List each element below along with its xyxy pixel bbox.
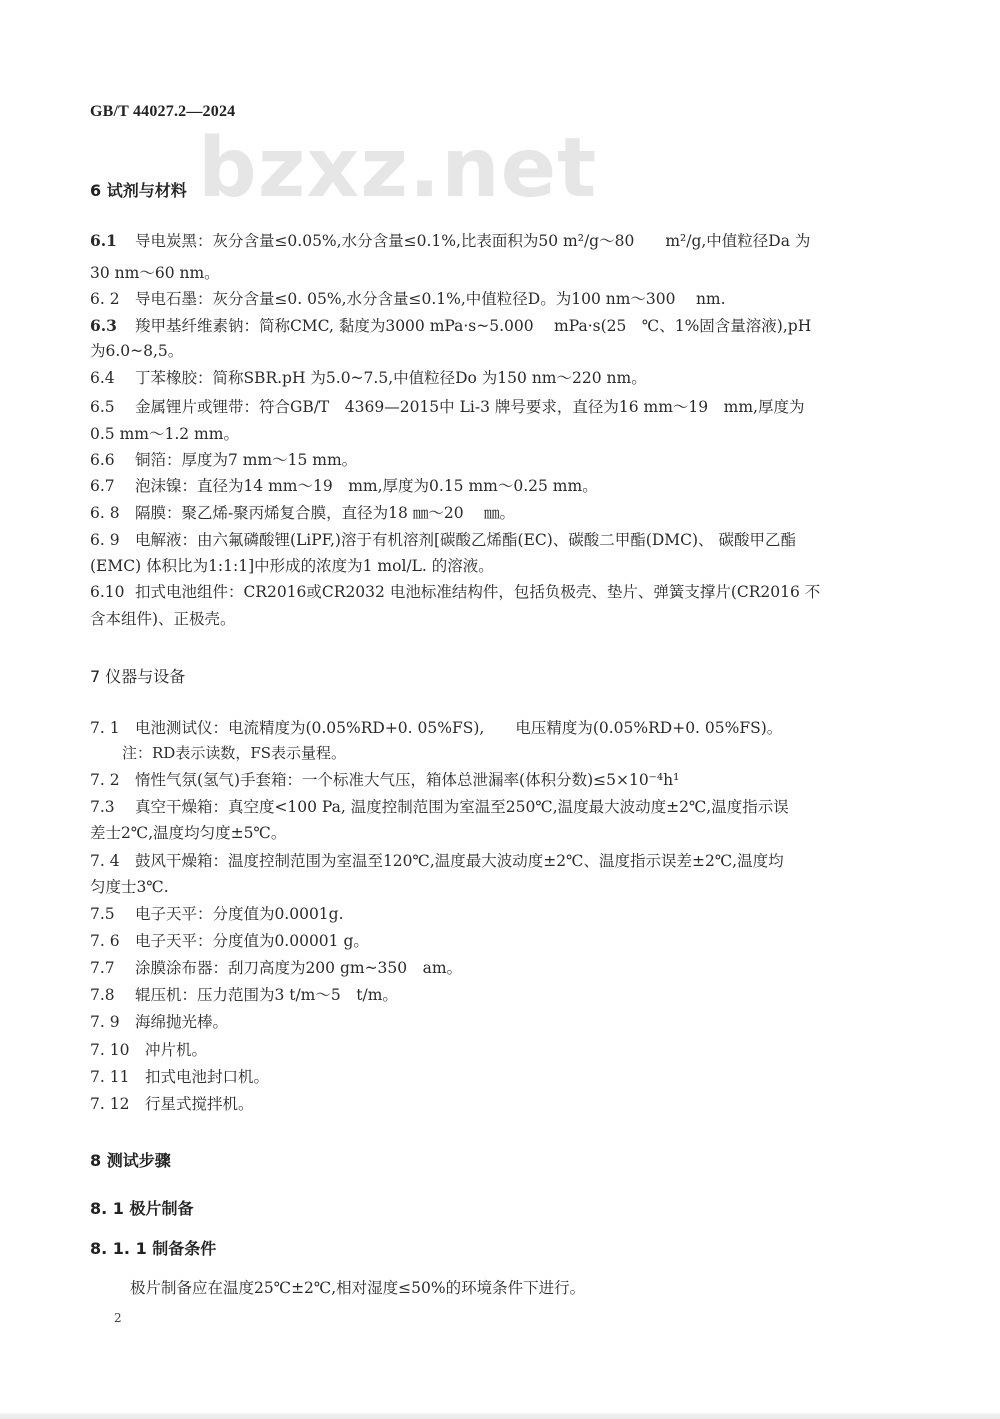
item-6-8: 6. 8 隔膜：聚乙烯-聚丙烯复合膜，直径为18 ㎜～20 ㎜。 — [90, 504, 515, 522]
item-6-6: 6.6 铜箔：厚度为7 mm～15 mm。 — [90, 451, 358, 469]
page-bottom-edge — [0, 1413, 1000, 1419]
item-7-4-cont: 匀度士3℃. — [90, 878, 169, 896]
item-7-6: 7. 6 电子天平：分度值为0.00001 g。 — [90, 932, 369, 950]
section-7-title: 7 仪器与设备 — [90, 667, 186, 686]
item-7-3: 7.3 真空干燥箱：真空度<100 Pa, 温度控制范围为室温至250℃,温度最大波动度±2℃,温度指示误 — [90, 798, 789, 816]
section-6-title: 6 试剂与材料 — [90, 181, 187, 200]
watermark: bzxz.net — [198, 121, 598, 216]
item-6-9-cont: (EMC) 体积比为1:1:1]中形成的浓度为1 mol/L. 的溶液。 — [90, 557, 494, 575]
item-6-9: 6. 9 电解液：由六氟磷酸锂(LiPF,)溶于有机溶剂[碳酸乙烯酯(EC)、碳酸二甲酯(DMC)、 碳酸甲乙酯 — [90, 531, 796, 549]
section-8-1-1-title: 8. 1. 1 制备条件 — [90, 1239, 217, 1258]
item-7-4: 7. 4 鼓风干燥箱：温度控制范围为室温至120℃,温度最大波动度±2℃、温度指示误差±2℃,温度均 — [90, 852, 784, 870]
item-7-7: 7.7 涂膜涂布器：刮刀高度为200 gm~350 am。 — [90, 959, 463, 977]
item-6-5-cont: 0.5 mm～1.2 mm。 — [90, 425, 239, 443]
item-6-1-cont: 30 nm～60 nm。 — [90, 264, 220, 282]
item-7-12: 7. 12 行星式搅拌机。 — [90, 1095, 254, 1113]
item-6-1: 6.1 导电炭黑：灰分含量≤0.05%,水分含量≤0.1%,比表面积为50 m²/g～80 m²/g,中值粒径Da 为 — [90, 231, 811, 250]
item-6-10: 6.10 扣式电池组件：CR2016或CR2032 电池标准结构件，包括负极壳、垫片、弹簧支撑片(CR2016 不 — [90, 583, 821, 601]
item-7-3-cont: 差士2℃,温度均匀度±5℃。 — [90, 824, 287, 842]
item-7-1: 7. 1 电池测试仪：电流精度为(0.05%RD+0. 05%FS), 电压精度为(0.05%RD+0. 05%FS)。 — [90, 719, 783, 737]
item-7-11: 7. 11 扣式电池封口机。 — [90, 1068, 269, 1086]
item-6-3: 6.3 羧甲基纤维素钠：简称CMC, 黏度为3000 mPa·s~5.000 mPa·s(25 ℃、1%固含量溶液),pH — [90, 316, 812, 335]
page-number: 2 — [114, 1311, 122, 1325]
item-7-8: 7.8 辊压机：压力范围为3 t/m～5 t/m。 — [90, 986, 398, 1004]
item-7-2: 7. 2 惰性气氛(氢气)手套箱：一个标准大气压，箱体总泄漏率(体积分数)≤5×10⁻⁴h¹ — [90, 771, 680, 789]
item-6-10-cont: 含本组件)、正极壳。 — [90, 610, 236, 628]
item-7-5: 7.5 电子天平：分度值为0.0001g. — [90, 905, 344, 923]
item-6-3-cont: 为6.0~8,5。 — [90, 342, 184, 360]
item-6-7: 6.7 泡沫镍：直径为14 mm～19 mm,厚度为0.15 mm～0.25 mm。 — [90, 477, 598, 495]
item-7-10: 7. 10 冲片机。 — [90, 1041, 207, 1059]
item-6-5: 6.5 金属锂片或锂带：符合GB/T 4369—2015中 Li-3 牌号要求，直径为16 mm～19 mm,厚度为 — [90, 398, 805, 416]
item-6-2: 6. 2 导电石墨：灰分含量≤0. 05%,水分含量≤0.1%,中值粒径D。为100 nm～300 nm. — [90, 290, 726, 308]
section-8-title: 8 测试步骤 — [90, 1151, 171, 1170]
section-8-1-title: 8. 1 极片制备 — [90, 1199, 194, 1218]
section-8-1-1-text: 极片制备应在温度25℃±2℃,相对湿度≤50%的环境条件下进行。 — [130, 1279, 586, 1297]
standard-header: GB/T 44027.2—2024 — [90, 103, 236, 120]
item-6-4: 6.4 丁苯橡胶：简称SBR.pH 为5.0~7.5,中值粒径Do 为150 nm～220 nm。 — [90, 369, 647, 387]
item-7-9: 7. 9 海绵抛光棒。 — [90, 1013, 228, 1031]
note-7-1: 注：RD表示读数，FS表示量程。 — [122, 744, 347, 762]
